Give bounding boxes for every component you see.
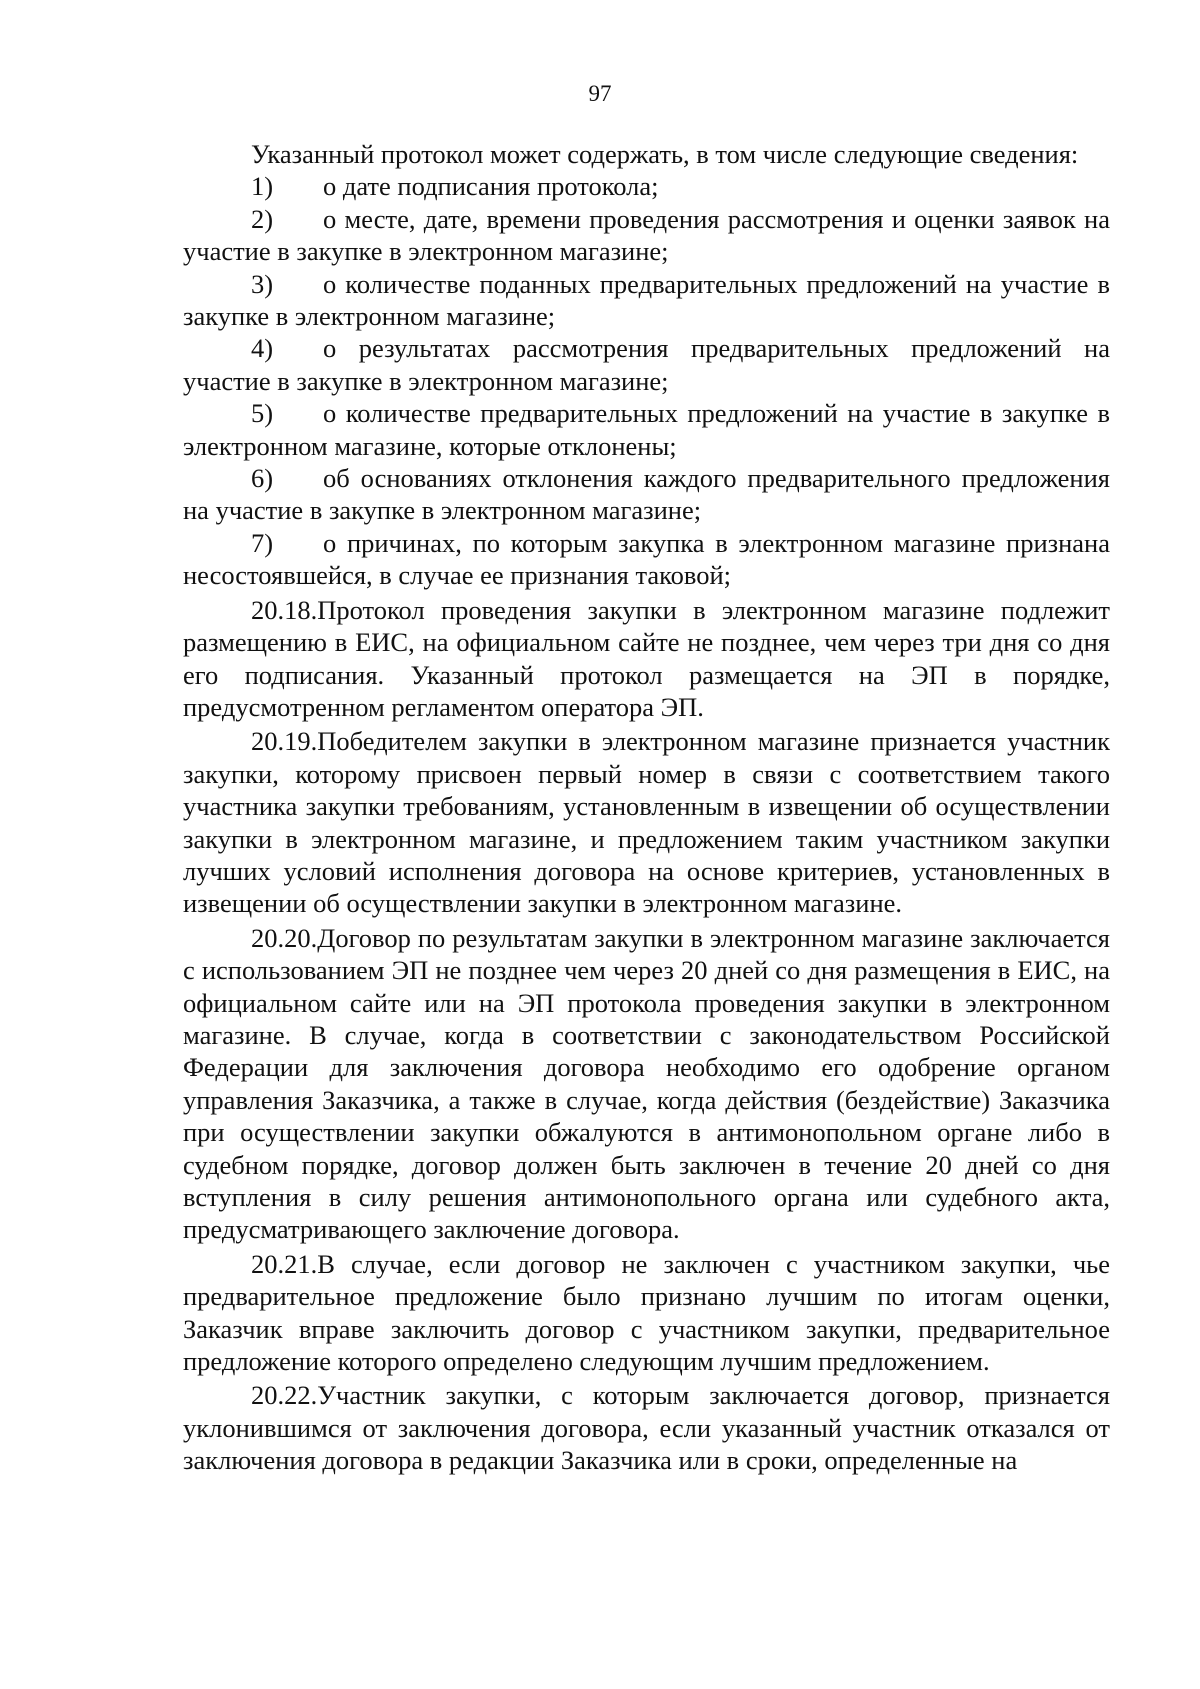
list-item-number: 6)	[251, 463, 274, 494]
list-item-number: 1)	[251, 171, 274, 202]
list-item	[183, 462, 1110, 527]
list-item-number: 4)	[251, 333, 274, 364]
list-item-text: о дате подписания протокола;	[323, 171, 659, 202]
clause-20-20: 20.20.Договор по результатам закупки в электронном магазине заключается с использованием ЭП не позднее чем через 20 дней со дня размещения в ЕИС, на официальном сайте или на ЭП протокола проведения закупки в электронном магазине. В случае, когда в соответствии с законодательством Российской Федерации для заключения договора необходимо его одобрение органом управления Заказчика, а также в случае, когда действия (бездействие) Заказчика при осуществлении закупки обжалуются в антимонопольном органе либо в судебном порядке, договор должен быть заключен в течение 20 дней со дня вступления в силу решения антимонопольного органа или судебного акта, предусматривающего заключение договора.	[183, 922, 1110, 1245]
list-item-text: о причинах, по которым закупка в электронном магазине признана несостоявшейся, в случае ее признания таковой;	[183, 527, 1110, 591]
list-item-number: 2)	[251, 203, 274, 234]
intro-paragraph: Указанный протокол может содержать, в том числе следующие сведения:	[251, 139, 1079, 169]
list-item	[183, 268, 1110, 333]
page-number: 97	[588, 81, 612, 106]
list-item	[183, 397, 1110, 462]
clause-20-19: 20.19.Победителем закупки в электронном магазине признается участник закупки, которому присвоен первый номер в связи с соответствием такого участника закупки требованиям, установленным в извещении об осуществлении закупки в электронном магазине, и предложением таким участником закупки лучших условий исполнения договора на основе критериев, установленных в извещении об осуществлении закупки в электронном магазине.	[183, 726, 1110, 919]
list-item-number: 7)	[251, 527, 274, 558]
list-item-text: о месте, дате, времени проведения рассмотрения и оценки заявок на участие в закупке в электронном магазине;	[183, 203, 1110, 267]
clause-20-18: 20.18.Протокол проведения закупки в электронном магазине подлежит размещению в ЕИС, на официальном сайте не позднее, чем через три дня со дня его подписания. Указанный протокол размещается на ЭП в порядке, предусмотренном регламентом оператора ЭП.	[183, 594, 1110, 722]
list-item-text: о количестве поданных предварительных предложений на участие в закупке в электронном магазине;	[183, 268, 1110, 332]
clause-20-21: 20.21.В случае, если договор не заключен с участником закупки, чье предварительное предложение было признано лучшим по итогам оценки, Заказчик вправе заключить договор с участником закупки, предварительное предложение которого определено следующим лучшим предложением.	[183, 1248, 1110, 1377]
list-item	[183, 203, 1110, 268]
list-item-number: 3)	[251, 268, 274, 299]
document-body	[183, 138, 1110, 1477]
list-item-text: о результатах рассмотрения предварительных предложений на участие в закупке в электронном магазине;	[183, 333, 1110, 396]
list-item	[183, 170, 1110, 202]
list-item-text: о количестве предварительных предложений на участие в закупке в электронном магазине, которые отклонены;	[183, 398, 1110, 461]
list-item-number: 5)	[251, 398, 274, 429]
list-item-text: об основаниях отклонения каждого предварительного предложения на участие в закупке в электронном магазине;	[183, 463, 1110, 526]
list-item	[183, 527, 1110, 592]
clause-20-22: 20.22.Участник закупки, с которым заключается договор, признается уклонившимся от заключения договора, если указанный участник отказался от заключения договора в редакции Заказчика или в сроки, определенные на	[183, 1380, 1110, 1476]
list-item	[183, 332, 1110, 397]
